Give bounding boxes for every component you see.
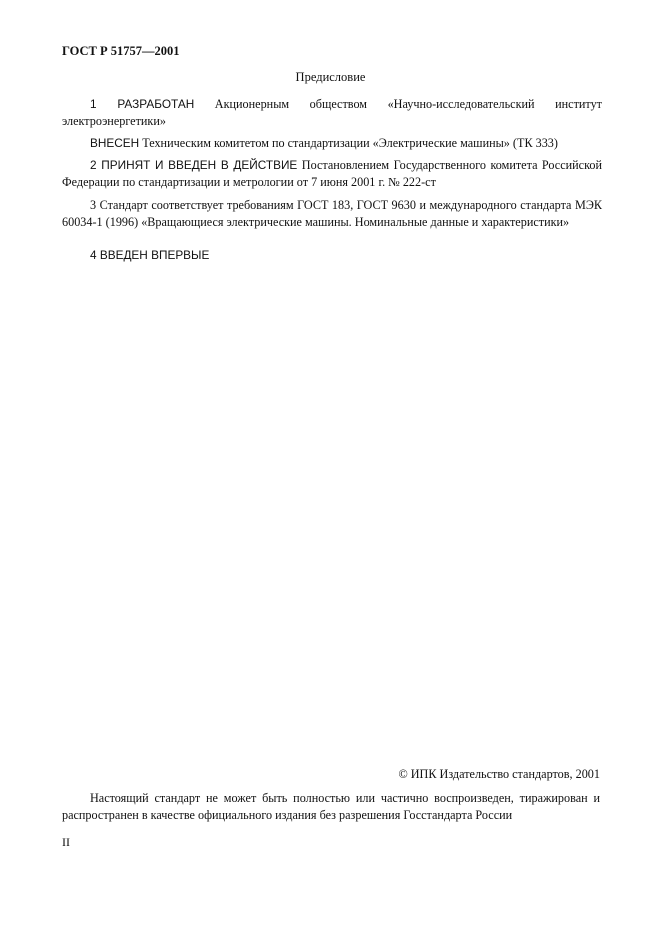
paragraph-text: Постановлением Государственного комитета Российской Федерации по стандартизации и метрологии от 7 июня 2001 г. № 222-ст [62,158,602,189]
section-title: Предисловие [295,70,366,84]
paragraph-lead: 1 РАЗРАБОТАН [90,97,195,111]
paragraph-developed-by [62,96,602,129]
paragraph-introduced-by [62,135,602,152]
paragraph-adopted [62,157,602,190]
paragraph-lead: ВНЕСЕН [90,136,140,150]
copyright-line: © ИПК Издательство стандартов, 2001 [398,767,600,781]
document-code-header: ГОСТ Р 51757—2001 [62,44,180,58]
paragraph-text: Техническим комитетом по стандартизации «Электрические машины» (ТК 333) [139,136,558,150]
paragraph-text: Акционерным обществом «Научно-исследовательский институт электроэнергетики» [62,97,603,128]
paragraph-first-introduced [62,247,602,264]
paragraph-text: 3 Стандарт соответствует требованиям ГОСТ 183, ГОСТ 9630 и международного стандарта МЭК 60034-1 (1996) «Вращающиеся электрические машины. Номинальные данные и характеристики» [62,198,602,229]
paragraph-lead: 2 ПРИНЯТ И ВВЕДЕН В ДЕЙСТВИЕ [90,158,298,172]
reproduction-notice: Настоящий стандарт не может быть полностью или частично воспроизведен, тиражирован и распространен в качестве официального издания без разрешения Госстандарта России [62,791,600,822]
page-number: II [62,835,70,849]
paragraph-lead: 4 ВВЕДЕН ВПЕРВЫЕ [90,248,210,262]
paragraph-conformity [62,197,602,230]
